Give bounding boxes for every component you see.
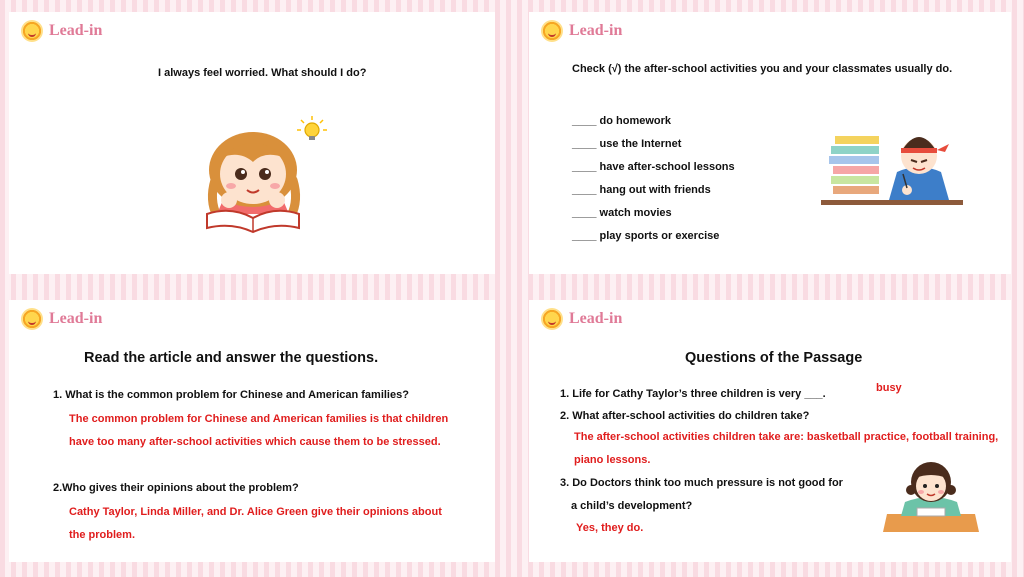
activity-item: ____ hang out with friends [572, 184, 711, 196]
activity-item: ____ have after-school lessons [572, 161, 735, 173]
sun-icon [541, 308, 563, 330]
answer-1-line-1: The common problem for Chinese and American families is that children [69, 413, 449, 425]
slide-header [541, 308, 622, 330]
sun-icon [541, 20, 563, 42]
activity-item: ____ do homework [572, 115, 672, 127]
slide-2 [529, 12, 1011, 274]
activity-item: ____ play sports or exercise [572, 230, 720, 242]
answer-2-line-2: the problem. [69, 529, 136, 541]
activity-item: ____ watch movies [572, 207, 672, 219]
slide-4 [529, 300, 1011, 562]
slide-1 [9, 12, 495, 274]
answer-2-line-2: piano lessons. [574, 454, 651, 466]
slide-3 [9, 300, 495, 562]
answer-1: busy [876, 382, 902, 394]
prompt-text: I always feel worried. What should I do? [158, 67, 367, 79]
lightbulb-icon [295, 114, 329, 144]
question-1: 1. What is the common problem for Chinese and American families? [53, 389, 409, 401]
slide-header [21, 308, 102, 330]
header-title: Lead-in [569, 22, 623, 39]
slide-title: Read the article and answer the questions. [84, 350, 379, 366]
question-3-line-1: 3. Do Doctors think too much pressure is not good for [560, 477, 843, 489]
activity-item: ____ use the Internet [572, 138, 682, 150]
sun-icon [21, 308, 43, 330]
question-2: 2. What after-school activities do children take? [560, 410, 810, 422]
answer-2-line-1: The after-school activities children take are: basketball practice, football training, [574, 431, 999, 443]
answer-2-line-1: Cathy Taylor, Linda Miller, and Dr. Alice Green give their opinions about [69, 506, 442, 518]
question-3-line-2: a child’s development? [571, 500, 693, 512]
girl-studying-illustration [881, 454, 981, 538]
answer-3: Yes, they do. [576, 522, 644, 534]
question-2: 2.Who gives their opinions about the problem? [53, 482, 299, 494]
answer-1-line-2: have too many after-school activities which cause them to be stressed. [69, 436, 441, 448]
instruction-text: Check (√) the after-school activities you and your classmates usually do. [572, 63, 953, 75]
question-1: 1. Life for Cathy Taylor’s three children is very ___. [560, 388, 826, 400]
slide-header [541, 20, 622, 42]
header-title: Lead-in [49, 310, 103, 327]
header-title: Lead-in [569, 310, 623, 327]
header-title: Lead-in [49, 22, 103, 39]
sun-icon [21, 20, 43, 42]
slide-header [21, 20, 102, 42]
boy-studying-illustration [821, 124, 963, 208]
slide-title: Questions of the Passage [685, 350, 863, 366]
